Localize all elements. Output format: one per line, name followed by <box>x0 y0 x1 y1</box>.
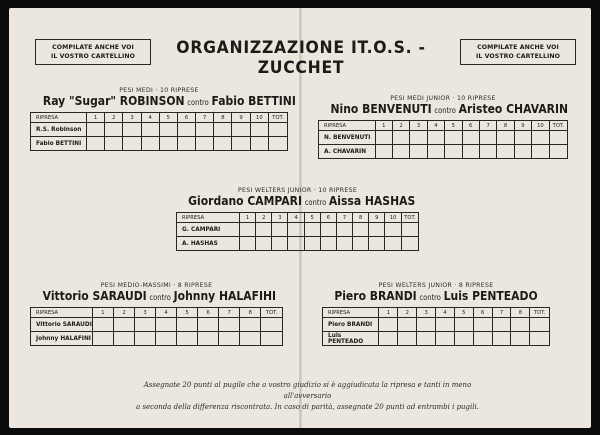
fighter-row-name: R.S. Robinson <box>31 123 87 137</box>
round-number: 6 <box>198 308 219 318</box>
fighter-row-name: G. CAMPARI <box>177 223 240 237</box>
round-number: 9 <box>232 113 250 123</box>
bout-category: PESI WELTERS JUNIOR · 8 RIPRESE <box>378 282 494 289</box>
bout-category: PESI MEDIO-MASSIMI · 8 RIPRESE <box>100 282 213 289</box>
score-cell[interactable] <box>304 237 320 251</box>
score-cell[interactable] <box>479 131 496 145</box>
fighter-row-name: Vittorio SARAUDI <box>31 318 93 332</box>
fighter-row-name: A. CHAVARIN <box>319 145 376 159</box>
score-cell[interactable] <box>379 332 398 346</box>
score-cell[interactable] <box>113 318 134 332</box>
fighter-2-name: Luis PENTEADO <box>443 289 538 303</box>
score-cell[interactable] <box>256 237 272 251</box>
round-number: 2 <box>113 308 134 318</box>
bout-category: PESI MEDI · 10 RIPRESE <box>119 87 199 94</box>
round-number: 8 <box>497 121 514 131</box>
score-cell[interactable] <box>353 237 369 251</box>
round-number: 6 <box>473 308 492 318</box>
score-cell[interactable] <box>479 145 496 159</box>
fighter-score-row <box>31 318 283 332</box>
score-cell[interactable] <box>320 223 336 237</box>
round-number: 7 <box>219 308 240 318</box>
score-cell[interactable] <box>398 318 417 332</box>
bout-matchup <box>42 289 277 305</box>
scoring-instructions <box>120 380 495 413</box>
bout-matchup <box>330 102 569 118</box>
round-number: 3 <box>272 213 288 223</box>
score-cell[interactable] <box>427 131 444 145</box>
score-cell[interactable] <box>410 145 427 159</box>
score-cell[interactable] <box>214 137 232 151</box>
score-cell[interactable] <box>445 131 462 145</box>
fighter-score-row <box>177 237 419 251</box>
score-cell[interactable] <box>198 318 219 332</box>
round-number: 6 <box>177 113 195 123</box>
fighter-2-name: Aissa HASHAS <box>328 194 416 208</box>
score-cell[interactable] <box>87 137 105 151</box>
box-right-line-1: COMPILATE ANCHE VOI <box>477 44 559 51</box>
score-cell[interactable] <box>530 332 550 346</box>
bout-matchup <box>188 194 416 210</box>
round-number: TOT. <box>261 308 283 318</box>
score-cell[interactable] <box>336 223 352 237</box>
score-cell[interactable] <box>123 137 141 151</box>
score-cell[interactable] <box>454 332 473 346</box>
score-cell[interactable] <box>445 145 462 159</box>
fighter-score-row <box>31 332 283 346</box>
round-number: 7 <box>196 113 214 123</box>
fighter-1-name: Giordano CAMPARI <box>188 194 302 208</box>
score-cell[interactable] <box>269 123 288 137</box>
score-cell[interactable] <box>549 131 567 145</box>
score-cell[interactable] <box>462 131 479 145</box>
score-cell[interactable] <box>385 237 401 251</box>
scorecard-table <box>318 120 568 159</box>
score-cell[interactable] <box>511 332 530 346</box>
score-cell[interactable] <box>353 223 369 237</box>
score-cell[interactable] <box>532 131 550 145</box>
round-header-row <box>323 308 550 318</box>
fighter-score-row <box>323 332 550 346</box>
bout-matchup <box>333 289 538 305</box>
scorecard-table <box>322 307 550 346</box>
score-cell[interactable] <box>288 223 304 237</box>
round-number: 7 <box>336 213 352 223</box>
score-cell[interactable] <box>532 145 550 159</box>
score-cell[interactable] <box>417 318 436 332</box>
score-cell[interactable] <box>398 332 417 346</box>
score-cell[interactable] <box>417 332 436 346</box>
score-cell[interactable] <box>511 318 530 332</box>
round-number: 5 <box>304 213 320 223</box>
fighter-score-row <box>319 145 568 159</box>
round-number: 9 <box>369 213 385 223</box>
fighter-row-name: Fabio BETTINI <box>31 137 87 151</box>
fighter-2-name: Fabio BETTINI <box>211 94 296 108</box>
round-number: 9 <box>514 121 531 131</box>
scorecard-table <box>30 112 288 151</box>
score-cell[interactable] <box>410 131 427 145</box>
score-cell[interactable] <box>219 332 240 346</box>
scorecard-box-right <box>460 39 576 65</box>
score-cell[interactable] <box>272 223 288 237</box>
box-left-line-2: IL VOSTRO CARTELLINO <box>50 53 136 60</box>
round-number: 4 <box>288 213 304 223</box>
score-cell[interactable] <box>269 137 288 151</box>
score-cell[interactable] <box>105 123 123 137</box>
bout-saraudi-halafihi <box>30 282 283 346</box>
instructions-line-2: a seconda della differenza riscontrata. In caso di parità, assegnate 20 punti ad entrambi i pugili. <box>136 403 479 411</box>
score-cell[interactable] <box>240 223 256 237</box>
fighter-score-row <box>31 123 288 137</box>
score-cell[interactable] <box>385 223 401 237</box>
bout-benvenuti-chavarin <box>318 95 568 159</box>
fighter-row-name: Piero BRANDI <box>323 318 379 332</box>
score-cell[interactable] <box>92 332 113 346</box>
round-number: 3 <box>410 121 427 131</box>
score-cell[interactable] <box>87 123 105 137</box>
score-cell[interactable] <box>105 137 123 151</box>
round-header-row <box>31 113 288 123</box>
score-cell[interactable] <box>462 145 479 159</box>
fighter-row-name: Luis PENTEADO <box>323 332 379 346</box>
score-cell[interactable] <box>514 145 531 159</box>
score-cell[interactable] <box>159 123 177 137</box>
score-cell[interactable] <box>196 137 214 151</box>
round-number: 6 <box>462 121 479 131</box>
round-header-row <box>319 121 568 131</box>
score-cell[interactable] <box>497 131 514 145</box>
contro-label: contro <box>187 98 209 107</box>
round-header-row <box>177 213 419 223</box>
round-number: 4 <box>436 308 455 318</box>
score-cell[interactable] <box>214 123 232 137</box>
round-number: 10 <box>250 113 268 123</box>
round-number: 7 <box>492 308 511 318</box>
round-number: TOT. <box>401 213 418 223</box>
score-cell[interactable] <box>436 318 455 332</box>
bout-category: PESI WELTERS JUNIOR · 10 RIPRESE <box>237 187 358 194</box>
round-number: 2 <box>398 308 417 318</box>
score-cell[interactable] <box>141 123 159 137</box>
score-cell[interactable] <box>401 237 418 251</box>
round-number: TOT. <box>269 113 288 123</box>
round-number: 3 <box>135 308 156 318</box>
fighter-score-row <box>31 137 288 151</box>
score-cell[interactable] <box>232 137 250 151</box>
fighter-2-name: Aristeo CHAVARIN <box>458 102 569 116</box>
round-number: 5 <box>177 308 198 318</box>
round-number: 3 <box>417 308 436 318</box>
box-left-line-1: COMPILATE ANCHE VOI <box>52 44 134 51</box>
round-number: 10 <box>385 213 401 223</box>
scorecard-box-left <box>35 39 151 65</box>
round-number: 1 <box>92 308 113 318</box>
score-cell[interactable] <box>92 318 113 332</box>
round-number: 2 <box>256 213 272 223</box>
round-number: 4 <box>141 113 159 123</box>
score-cell[interactable] <box>261 318 283 332</box>
score-cell[interactable] <box>392 145 409 159</box>
bout-brandi-penteado <box>322 282 550 346</box>
fighter-1-name: Ray "Sugar" ROBINSON <box>42 94 185 108</box>
bout-campari-hashas <box>176 187 419 251</box>
contro-label: contro <box>434 106 456 115</box>
contro-label: contro <box>419 293 441 302</box>
ripresa-label: RIPRESA <box>177 213 240 223</box>
score-cell[interactable] <box>336 237 352 251</box>
round-number: 4 <box>156 308 177 318</box>
page-title: ORGANIZZAZIONE IT.O.S. - ZUCCHET <box>176 38 426 78</box>
score-cell[interactable] <box>549 145 567 159</box>
ripresa-label: RIPRESA <box>319 121 376 131</box>
round-number: 10 <box>532 121 550 131</box>
bout-robinson-bettini <box>30 87 296 151</box>
round-number: 1 <box>379 308 398 318</box>
round-number: 2 <box>392 121 409 131</box>
score-cell[interactable] <box>369 223 385 237</box>
score-cell[interactable] <box>256 223 272 237</box>
round-number: 8 <box>240 308 261 318</box>
score-cell[interactable] <box>320 237 336 251</box>
score-cell[interactable] <box>240 318 261 332</box>
round-number: 8 <box>511 308 530 318</box>
scorecard-table <box>30 307 283 346</box>
bout-category: PESI MEDI JUNIOR · 10 RIPRESE <box>390 95 496 102</box>
score-cell[interactable] <box>454 318 473 332</box>
score-cell[interactable] <box>113 332 134 346</box>
bout-matchup <box>42 94 296 110</box>
score-cell[interactable] <box>159 137 177 151</box>
score-cell[interactable] <box>473 332 492 346</box>
score-cell[interactable] <box>369 237 385 251</box>
score-cell[interactable] <box>135 318 156 332</box>
score-cell[interactable] <box>492 332 511 346</box>
instructions-line-1: Assegnate 20 punti al pugile che a vostro giudizio si è aggiudicata la ripresa e tanti in meno all'avversario <box>143 381 472 400</box>
fighter-row-name: N. BENVENUTI <box>319 131 376 145</box>
score-cell[interactable] <box>156 332 177 346</box>
score-cell[interactable] <box>436 332 455 346</box>
score-cell[interactable] <box>375 145 392 159</box>
score-cell[interactable] <box>272 237 288 251</box>
score-cell[interactable] <box>497 145 514 159</box>
fighter-score-row <box>177 223 419 237</box>
round-number: 4 <box>427 121 444 131</box>
score-cell[interactable] <box>473 318 492 332</box>
score-cell[interactable] <box>530 318 550 332</box>
score-cell[interactable] <box>392 131 409 145</box>
round-number: 7 <box>479 121 496 131</box>
round-number: 3 <box>123 113 141 123</box>
score-cell[interactable] <box>401 223 418 237</box>
round-number: 5 <box>159 113 177 123</box>
score-cell[interactable] <box>177 318 198 332</box>
round-header-row <box>31 308 283 318</box>
score-cell[interactable] <box>177 123 195 137</box>
score-cell[interactable] <box>196 123 214 137</box>
score-cell[interactable] <box>219 318 240 332</box>
score-cell[interactable] <box>250 123 268 137</box>
fighter-1-name: Piero BRANDI <box>334 289 417 303</box>
box-right-line-2: IL VOSTRO CARTELLINO <box>475 53 561 60</box>
score-cell[interactable] <box>240 332 261 346</box>
fighter-row-name: Johnny HALAFINI <box>31 332 93 346</box>
round-number: 1 <box>87 113 105 123</box>
score-cell[interactable] <box>141 137 159 151</box>
fighter-score-row <box>323 318 550 332</box>
score-cell[interactable] <box>375 131 392 145</box>
round-number: TOT. <box>549 121 567 131</box>
fighter-2-name: Johnny HALAFIHI <box>173 289 277 303</box>
round-number: 8 <box>214 113 232 123</box>
contro-label: contro <box>304 198 327 207</box>
score-cell[interactable] <box>177 137 195 151</box>
fighter-row-name: A. HASHAS <box>177 237 240 251</box>
score-cell[interactable] <box>135 332 156 346</box>
score-cell[interactable] <box>232 123 250 137</box>
score-cell[interactable] <box>240 237 256 251</box>
scorecard-table <box>176 212 419 251</box>
fighter-score-row <box>319 131 568 145</box>
round-number: 5 <box>454 308 473 318</box>
score-cell[interactable] <box>492 318 511 332</box>
ripresa-label: RIPRESA <box>323 308 379 318</box>
fighter-1-name: Nino BENVENUTI <box>330 102 432 116</box>
round-number: TOT. <box>530 308 550 318</box>
score-cell[interactable] <box>427 145 444 159</box>
fighter-1-name: Vittorio SARAUDI <box>42 289 147 303</box>
round-number: 5 <box>445 121 462 131</box>
ripresa-label: RIPRESA <box>31 113 87 123</box>
round-number: 8 <box>353 213 369 223</box>
round-number: 1 <box>375 121 392 131</box>
score-cell[interactable] <box>379 318 398 332</box>
contro-label: contro <box>149 293 171 302</box>
score-cell[interactable] <box>156 318 177 332</box>
score-cell[interactable] <box>514 131 531 145</box>
score-cell[interactable] <box>250 137 268 151</box>
round-number: 2 <box>105 113 123 123</box>
score-cell[interactable] <box>123 123 141 137</box>
ripresa-label: RIPRESA <box>31 308 93 318</box>
score-cell[interactable] <box>304 223 320 237</box>
round-number: 6 <box>320 213 336 223</box>
round-number: 1 <box>240 213 256 223</box>
score-cell[interactable] <box>177 332 198 346</box>
score-cell[interactable] <box>198 332 219 346</box>
score-cell[interactable] <box>288 237 304 251</box>
score-cell[interactable] <box>261 332 283 346</box>
